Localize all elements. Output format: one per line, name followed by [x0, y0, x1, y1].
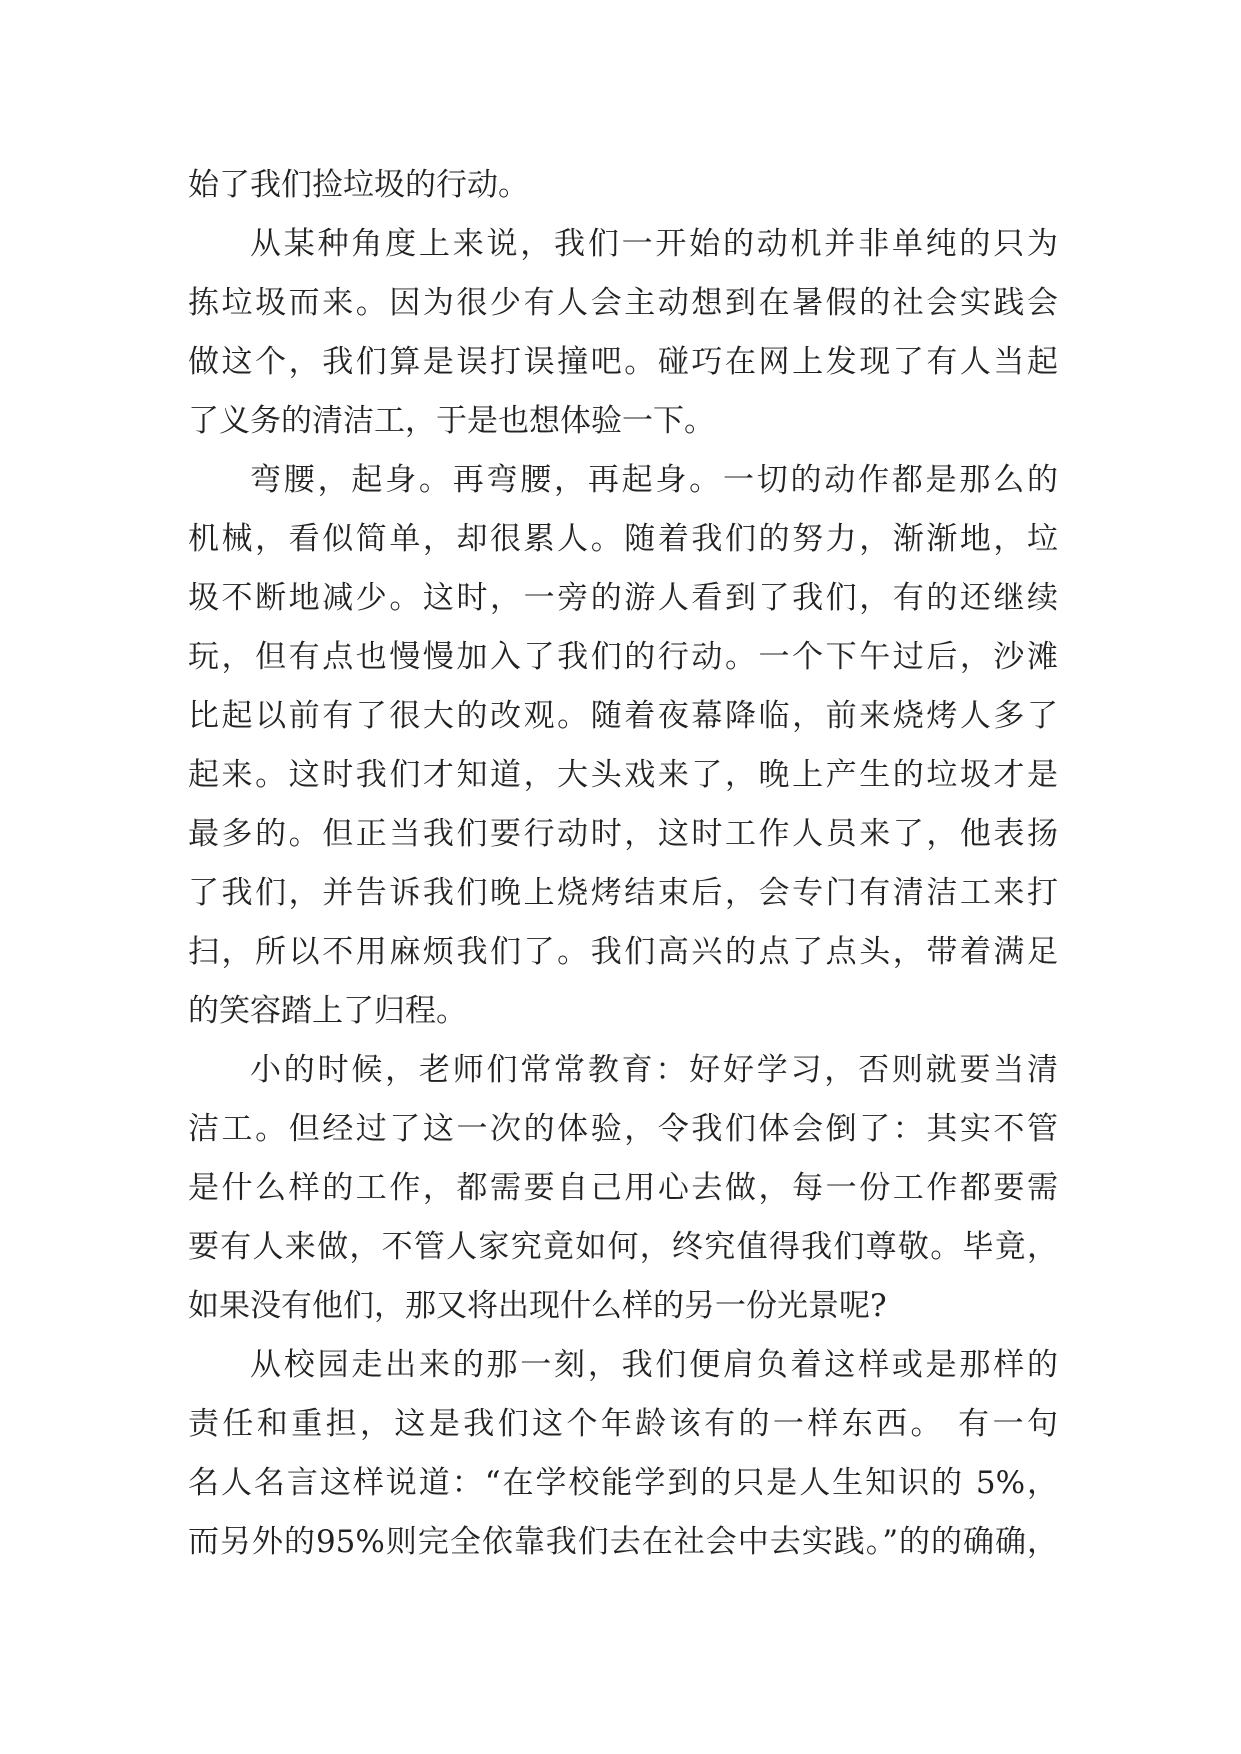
paragraph-line: 最多的。但正当我们要行动时，这时工作人员来了，他表扬	[188, 816, 1058, 852]
paragraph-5	[188, 1336, 1058, 1572]
paragraph-line: 比起以前有了很大的改观。随着夜幕降临，前来烧烤人多了	[188, 698, 1058, 734]
paragraph-line: 从校园走出来的那一刻，我们便肩负着这样或是那样的	[250, 1347, 1058, 1383]
paragraph-line: 拣垃圾而来。因为很少有人会主动想到在暑假的社会实践会	[188, 285, 1058, 321]
paragraph-line: 如果没有他们，那又将出现什么样的另一份光景呢?	[188, 1288, 887, 1324]
paragraph-line: 责任和重担，这是我们这个年龄该有的一样东西。 有一句	[188, 1406, 1058, 1442]
paragraph-2	[188, 215, 1058, 451]
paragraph-line: 洁工。但经过了这一次的体验，令我们体会倒了：其实不管	[188, 1111, 1058, 1147]
paragraph-4	[188, 1041, 1058, 1336]
paragraph-line: 扫，所以不用麻烦我们了。我们高兴的点了点头，带着满足	[188, 934, 1058, 970]
paragraph-line: 从某种角度上来说，我们一开始的动机并非单纯的只为	[250, 226, 1058, 262]
paragraph-line: 玩，但有点也慢慢加入了我们的行动。一个下午过后，沙滩	[188, 639, 1058, 675]
paragraph-line: 的笑容踏上了归程。	[188, 993, 467, 1029]
paragraph-line: 名人名言这样说道：“在学校能学到的只是人生知识的 5%，	[188, 1465, 1058, 1501]
paragraph-line: 要有人来做，不管人家究竟如何，终究值得我们尊敬。毕竟，	[188, 1229, 1058, 1265]
paragraph-line: 了义务的清洁工，于是也想体验一下。	[188, 403, 715, 439]
paragraph-line: 了我们，并告诉我们晚上烧烤结束后，会专门有清洁工来打	[188, 875, 1058, 911]
paragraph-line: 小的时候，老师们常常教育：好好学习，否则就要当清	[250, 1052, 1058, 1088]
paragraph-line: 起来。这时我们才知道，大头戏来了，晚上产生的垃圾才是	[188, 757, 1058, 793]
paragraph-line: 圾不断地减少。这时，一旁的游人看到了我们，有的还继续	[188, 580, 1058, 616]
paragraph-line: 而另外的95%则完全依靠我们去在社会中去实践。”的的确确，	[188, 1524, 1058, 1560]
paragraph-line: 做这个，我们算是误打误撞吧。碰巧在网上发现了有人当起	[188, 344, 1058, 380]
paragraph-line: 机械，看似简单，却很累人。随着我们的努力，渐渐地，垃	[188, 521, 1058, 557]
paragraph-line: 始了我们捡垃圾的行动。	[188, 167, 529, 203]
body-text	[188, 156, 1058, 1572]
paragraph-line: 是什么样的工作，都需要自己用心去做，每一份工作都要需	[188, 1170, 1058, 1206]
paragraph-1	[188, 156, 1058, 215]
paragraph-3	[188, 451, 1058, 1041]
paragraph-line: 弯腰，起身。再弯腰，再起身。一切的动作都是那么的	[250, 462, 1058, 498]
